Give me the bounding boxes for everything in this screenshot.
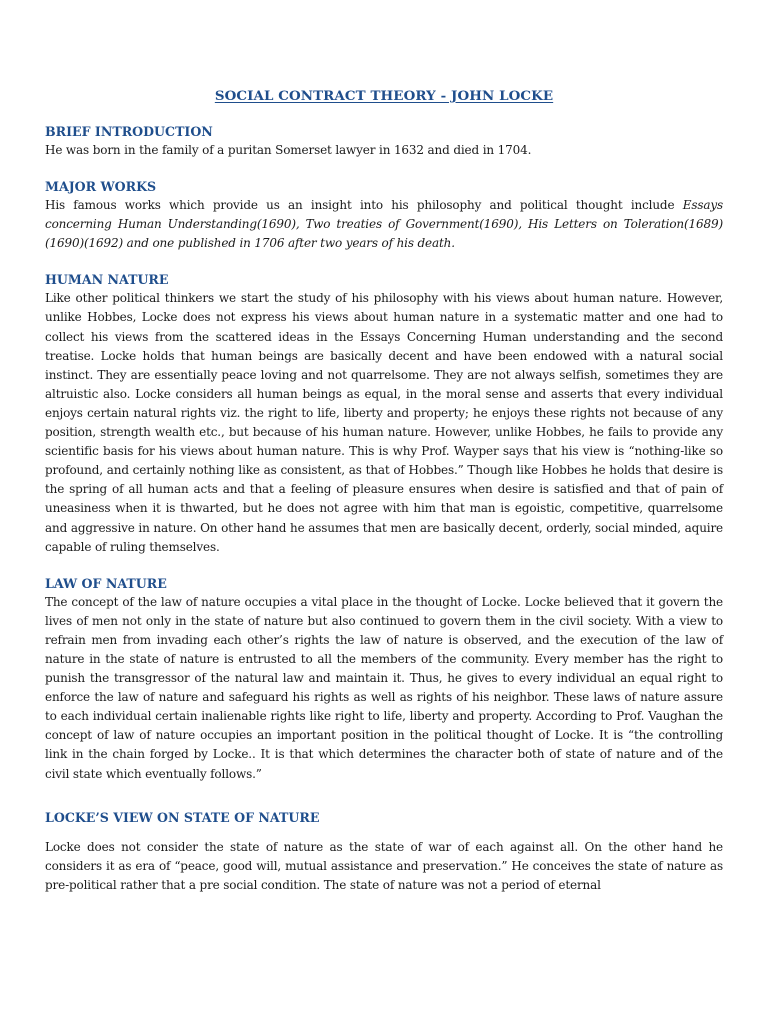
section-law-of-nature [45,574,723,784]
section-body: He was born in the family of a puritan Somerset lawyer in 1632 and died in 1704. [45,143,532,157]
section-heading: LOCKE’S VIEW ON STATE OF NATURE [45,809,320,825]
section-heading: LAW OF NATURE [45,575,167,591]
section-body: Like other political thinkers we start the study of his philosophy with his views about human nature. However, unlike Hobbes, Locke does not express his views about human nature in a systematic matter and one had to collect his views from the scattered ideas in the Essays Concerning Human understanding and the second treatise. Locke holds that human beings are basically decent and have been endowed with a natural social instinct. They are essentially peace loving and not quarrelsome. They are not always selfish, sometimes they are altruistic also. Locke considers all human beings as equal, in the moral sense and asserts that every individual enjoys certain natural rights viz. the right to life, liberty and property; he enjoys these rights not because of any position, strength wealth etc., but because of his human nature. However, unlike Hobbes, he fails to provide any scientific basis for his views about human nature. This is why Prof. Wayper says that his view is “nothing-like so profound, and certainly nothing like as consistent, as that of Hobbes.” Though like Hobbes he holds that desire is the spring of all human acts and that a feeling of pleasure ensures when desire is satisfied and that of pain of uneasiness when it is thwarted, but he does not agree with him that man is egoistic, competitive, quarrelsome and aggressive in nature. On other hand he assumes that men are basically decent, orderly, social minded, aquire capable of ruling themselves. [45,291,723,554]
section-major-works [45,177,723,253]
section-human-nature [45,270,723,556]
section-heading: BRIEF INTRODUCTION [45,124,213,139]
section-body: The concept of the law of nature occupies a vital place in the thought of Locke. Locke believed that it govern the lives of men not only in the state of nature but also continued to govern them in the civil society. With a view to refrain men from invading each other’s rights the law of nature is observed, and the execution of the law of nature in the state of nature is entrusted to all the members of the community. Every member has the right to punish the transgressor of the natural law and maintain it. Thus, he gives to every individual an equal right to enforce the law of nature and safeguard his rights as well as rights of his neighbor. These laws of nature assure to each individual certain inalienable rights like right to life, liberty and property. According to Prof. Vaughan the concept of law of nature occupies an important position in the political thought of Locke. It is “the controlling link in the chain forged by Locke.. It is that which determines the character both of state of nature and of the civil state which eventually follows.” [45,594,723,781]
section-brief-introduction [45,122,723,160]
section-body-italic: Essays concerning Human Understanding(1690), Two treaties of Government(1690), His Letters on Toleration(1689)(1690)(1692) and one published in 1706 after two years of his death. [45,198,723,251]
section-body-plain: His famous works which provide us an insight into his philosophy and political thought include [45,198,683,213]
section-body [45,196,723,253]
section-heading: HUMAN NATURE [45,272,169,288]
section-state-of-nature [45,808,723,895]
section-body: Locke does not consider the state of nature as the state of war of each against all. On the other hand he considers it as era of “peace, good will, mutual assistance and preservation.” He conceives the state of nature as pre-political rather that a pre social condition. The state of nature was not a period of eternal [45,839,723,892]
section-heading: MAJOR WORKS [45,179,157,195]
document-title: SOCIAL CONTRACT THEORY - JOHN LOCKE [214,88,554,104]
